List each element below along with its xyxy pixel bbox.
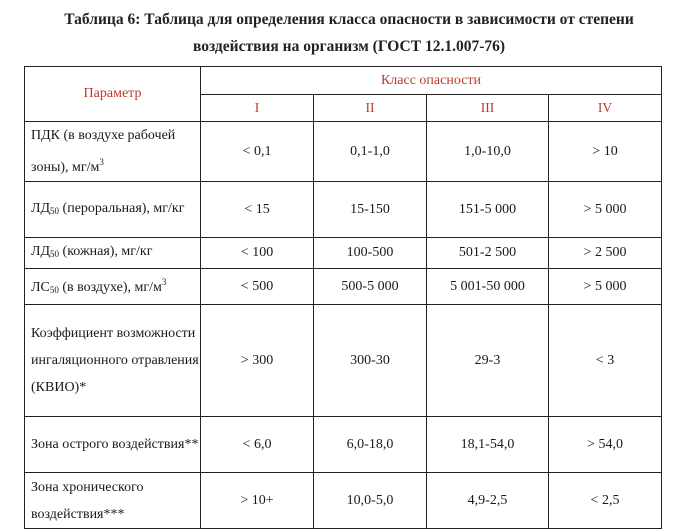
param-text: ПДК (в воздухе рабочей зоны), мг/м xyxy=(31,128,176,175)
table-row xyxy=(25,238,662,269)
value-class-ii: 10,0-5,0 xyxy=(314,473,427,529)
value-class-iv: > 10 xyxy=(549,122,662,182)
value-class-i: < 0,1 xyxy=(201,122,314,182)
value-class-ii: 15-150 xyxy=(314,182,427,238)
hazard-class-table xyxy=(24,66,662,529)
param-text-rest: (в воздухе), мг/м xyxy=(58,280,162,295)
param-subscript: 50 xyxy=(49,285,59,295)
value-class-iii: 4,9-2,5 xyxy=(427,473,549,529)
value-class-ii: 100-500 xyxy=(314,238,427,269)
table-caption xyxy=(0,6,698,60)
class-ii-header: II xyxy=(314,95,427,122)
param-text: ЛД xyxy=(31,200,51,216)
row-param-ld50-dermal xyxy=(25,238,201,269)
value-class-ii: 500-5 000 xyxy=(314,269,427,305)
class-i-header: I xyxy=(201,95,314,122)
value-class-ii: 6,0-18,0 xyxy=(314,417,427,473)
caption-line-1: Таблица 6: Таблица для определения класса опасности в зависимости от степени xyxy=(64,11,634,28)
table-row xyxy=(25,122,662,182)
value-class-iii: 1,0-10,0 xyxy=(427,122,549,182)
row-param-ld50-oral xyxy=(25,182,201,238)
value-class-ii: 0,1-1,0 xyxy=(314,122,427,182)
value-class-i: < 6,0 xyxy=(201,417,314,473)
table-row xyxy=(25,473,662,529)
value-class-i: < 100 xyxy=(201,238,314,269)
param-superscript: 3 xyxy=(99,157,104,167)
header-row xyxy=(25,67,662,95)
value-class-iii: 18,1-54,0 xyxy=(427,417,549,473)
value-class-i: > 10+ xyxy=(201,473,314,529)
param-text: ЛС xyxy=(31,280,50,295)
value-class-iv: < 3 xyxy=(549,305,662,417)
value-class-iv: > 54,0 xyxy=(549,417,662,473)
param-text: ЛД xyxy=(31,244,51,259)
class-iii-header: III xyxy=(427,95,549,122)
value-class-iii: 5 001-50 000 xyxy=(427,269,549,305)
table-row xyxy=(25,269,662,305)
param-subscript: 50 xyxy=(50,205,60,216)
table-row xyxy=(25,182,662,238)
value-class-iii: 501-2 500 xyxy=(427,238,549,269)
table-row xyxy=(25,417,662,473)
row-param-kvio: Коэффициент возможности ингаляционного отравления (КВИО)* xyxy=(25,305,201,417)
class-iv-header: IV xyxy=(549,95,662,122)
param-text-rest: (пероральная), мг/кг xyxy=(59,200,185,216)
value-class-iv: < 2,5 xyxy=(549,473,662,529)
value-class-iv: > 2 500 xyxy=(549,238,662,269)
row-param-mac xyxy=(25,122,201,182)
value-class-i: > 300 xyxy=(201,305,314,417)
parameter-header: Параметр xyxy=(25,67,201,122)
param-subscript: 50 xyxy=(50,249,60,259)
value-class-iii: 151-5 000 xyxy=(427,182,549,238)
row-param-chronic-zone: Зона хронического воздействия*** xyxy=(25,473,201,529)
caption-line-2: воздействия на организм (ГОСТ 12.1.007-76) xyxy=(192,38,506,55)
row-param-acute-zone: Зона острого воздействия** xyxy=(25,417,201,473)
value-class-iv: > 5 000 xyxy=(549,182,662,238)
value-class-iii: 29-3 xyxy=(427,305,549,417)
value-class-i: < 500 xyxy=(201,269,314,305)
param-superscript: 3 xyxy=(161,277,167,287)
param-text-rest: (кожная), мг/кг xyxy=(59,244,153,259)
table-row xyxy=(25,305,662,417)
hazard-class-header: Класс опасности xyxy=(201,67,662,95)
value-class-iv: > 5 000 xyxy=(549,269,662,305)
value-class-i: < 15 xyxy=(201,182,314,238)
row-param-lc50-air xyxy=(25,269,201,305)
value-class-ii: 300-30 xyxy=(314,305,427,417)
